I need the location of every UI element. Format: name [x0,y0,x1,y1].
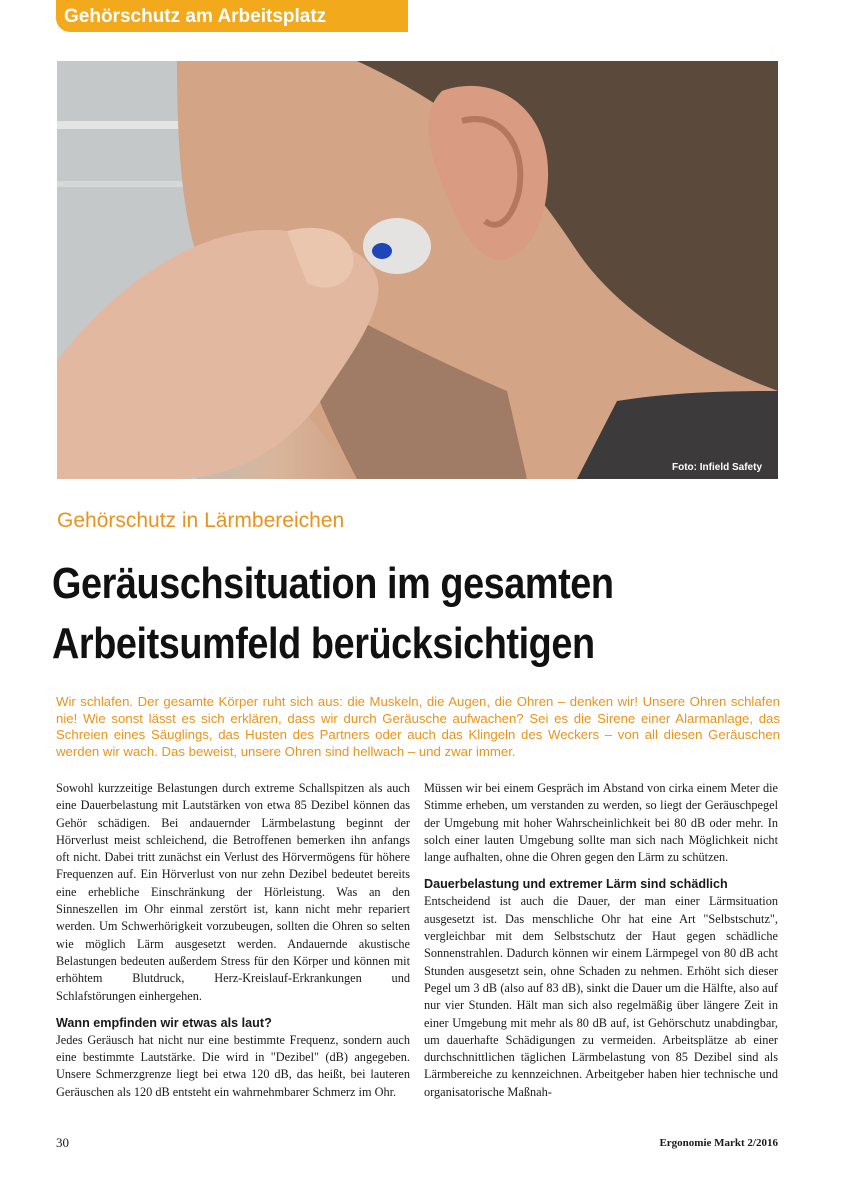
article-lead: Wir schlafen. Der gesamte Körper ruht sich aus: die Muskeln, die Augen, die Ohren – denken wir! Unsere Ohren schlafen nie! Wie sonst lässt es sich erklären, dass wir durch Geräusche aufwachen? Sei es die Sirene einer Alarmanlage, das Schreien eines Säuglings, das Husten des Partners oder auch das Klingeln des Weckers – von all diesen Geräuschen werden wir wach. Das beweist, unsere Ohren sind hellwach – und zwar immer. [56,694,780,759]
page-number: 30 [56,1135,69,1150]
body-paragraph: Entscheidend ist auch die Dauer, der man einer Lärmsituation ausgesetzt ist. Das menschliche Ohr hat eine Art "Selbstschutz", vergleichbar mit dem Selbstschutz der Haut gegen schädliche Sonnenstrahlen. Dadurch können wir einem Lärmpegel von 80 dB acht Stunden ausgesetzt sein, ohne Schaden zu nehmen. Erhöht sich dieser Pegel um 3 dB (also auf 83 dB), sinkt die Dauer um die Hälfte, also auf nur vier Stunden. Hält man sich also regelmäßig über längere Zeit in einer Umgebung mit mehr als 80 dB auf, ist Gehörschutz unabdingbar, um dauerhafte Schädigungen zu vermeiden. Arbeitsplätze ab einer durchschnittlichen täglichen Lärmbelastung von 85 Dezibel sind als Lärmbereiche zu kennzeichnen. Arbeitgeber haben hier technische und organisatorische Maßnah- [424,894,778,1099]
body-column-right [424,780,778,1101]
photo-background-shelf [57,181,197,187]
body-column-left [56,780,410,1101]
photo-background-shelf [57,121,197,129]
article-photo [57,61,778,479]
magazine-issue: Ergonomie Markt 2/2016 [659,1137,778,1149]
subheading: Dauerbelastung und extremer Lärm sind schädlich [424,877,728,892]
subheading: Wann empfinden wir etwas als laut? [56,1015,272,1030]
earplug-filter [372,243,392,259]
body-paragraph: Müssen wir bei einem Gespräch im Abstand von cirka einem Meter die Stimme erheben, um verstanden zu werden, so liegt der Geräuschpegel der Umgebung mit hoher Wahrscheinlichkeit bei 80 dB oder mehr. In solch einer lauten Umgebung sollte man sich nach Möglichkeit nicht lange aufhalten, ohne die Ohren gegen den Lärm zu schützen. [424,781,778,865]
body-paragraph: Jedes Geräusch hat nicht nur eine bestimmte Frequenz, sondern auch eine bestimmte Lautstärke. Die wird in "Dezibel" (dB) angegeben. Unsere Schmerzgrenze liegt bei etwa 120 dB, das heißt, bei lauteren Geräuschen als 120 dB entsteht ein wahrnehmbarer Schmerz im Ohr. [56,1032,410,1099]
section-tab: Gehörschutz am Arbeitsplatz [56,0,408,32]
article-kicker: Gehörschutz in Lärmbereichen [57,509,345,532]
photo-illustration [57,61,778,479]
body-paragraph: Sowohl kurzzeitige Belastungen durch extreme Schallspitzen als auch eine Dauerbelastung mit Lautstärken von etwa 85 Dezibel können das Gehör schädigen. Bei andauernder Lärmbelastung beginnt der Hörverlust meist schleichend, die Betroffenen bemerken ihn anfangs oft nicht. Dabei tritt zunächst ein Verlust des Hörvermögens für höhere Frequenzen auf. Ein Hörverlust von nur zehn Dezibel bedeutet bereits eine erhebliche Einschränkung der Hörleistung. Was an den Sinneszellen im Ohr einmal zerstört ist, kann nicht mehr repariert werden. Um Schwerhörigkeit vorzubeugen, sollten die Ohren so selten wie möglich Lärm ausgesetzt werden. Andauernde akustische Belastungen bedeuten außerdem Stress für den Körper und können mit erhöhtem Blutdruck, Herz-Kreislauf-Erkrankungen und Schlafstörungen einhergehen. [56,781,410,1003]
photo-credit: Foto: Infield Safety [672,462,762,473]
article-headline: Geräuschsituation im gesamten Arbeitsumfeld berücksichtigen [52,559,614,668]
earplug [363,218,431,274]
